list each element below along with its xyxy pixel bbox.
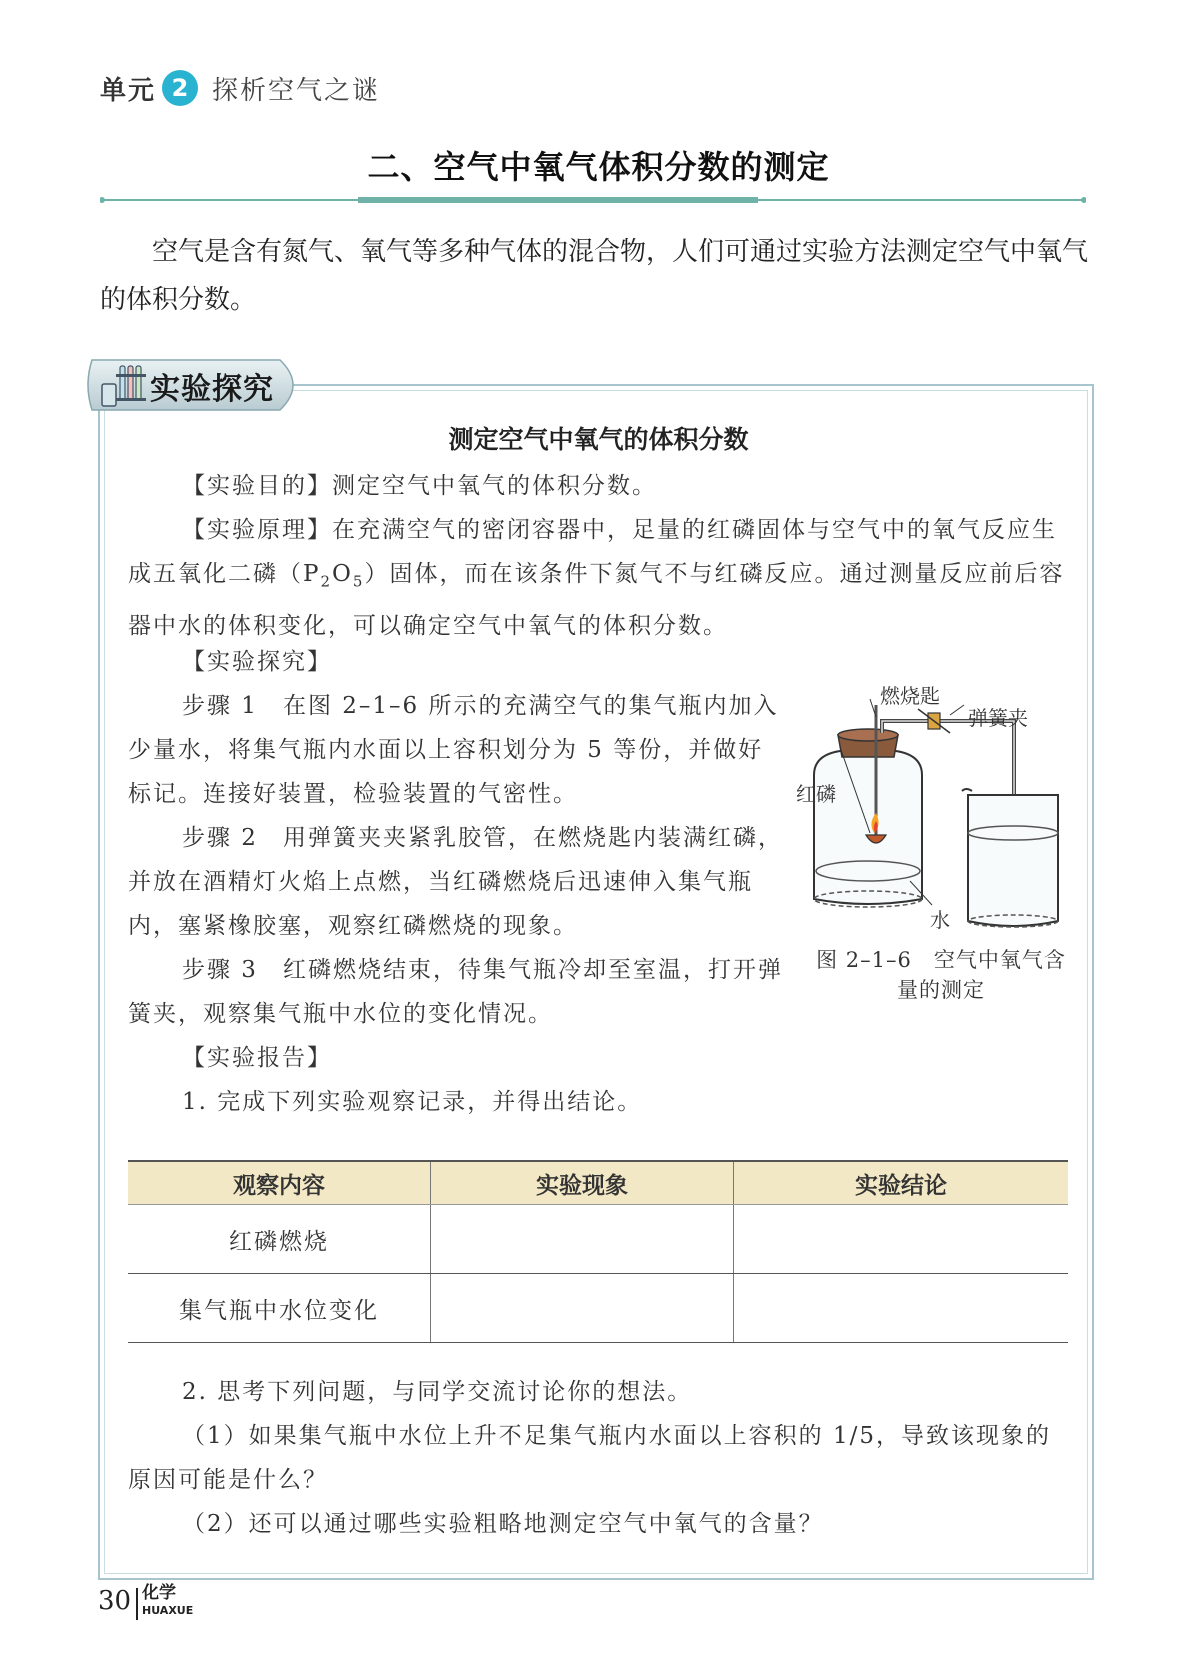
unit-word: 单元 bbox=[100, 75, 157, 106]
observation-table bbox=[128, 1160, 1068, 1343]
question-2: （2）还可以通过哪些实验粗略地测定空气中氧气的含量？ bbox=[182, 1511, 824, 1537]
principle-text-c: ）固体，而在该条件下氮气不与红磷反应。通过测量反应前后容器中水的体积变化，可以确定空气中氧气的体积分数。 bbox=[128, 561, 1065, 639]
question-1: （1）如果集气瓶中水位上升不足集气瓶内水面以上容积的 1/5，导致该现象的原因可能是什么？ bbox=[128, 1423, 1051, 1493]
principle-subscript-2: 5 bbox=[352, 572, 365, 591]
test-tube-rack-icon bbox=[96, 360, 148, 410]
principle-text-a: 【实验原理】在充满空气的密闭容器中，足量的红磷固体与空气中的氧气反应生成五氧化二磷（P bbox=[128, 517, 1057, 587]
principle-paragraph bbox=[128, 508, 1068, 648]
experiment-banner-label: 实验探究 bbox=[150, 372, 274, 407]
label-spoon: 燃烧匙 bbox=[880, 684, 940, 708]
table-cell-blank[interactable] bbox=[431, 1205, 734, 1274]
header-phenomenon: 实验现象 bbox=[431, 1161, 734, 1205]
purpose-paragraph: 【实验目的】测定空气中氧气的体积分数。 bbox=[182, 473, 657, 499]
label-water: 水 bbox=[930, 908, 950, 932]
header-conclusion: 实验结论 bbox=[734, 1161, 1069, 1205]
table-cell: 集气瓶中水位变化 bbox=[128, 1274, 431, 1343]
step-1: 步骤 1 在图 2–1–6 所示的充满空气的集气瓶内加入少量水，将集气瓶内水面以上容积划分为 5 等份，并做好标记。连接好装置，检验装置的气密性。 bbox=[128, 693, 779, 807]
experiment-title: 测定空气中氧气的体积分数 bbox=[448, 425, 749, 454]
report-item-1: 1. 完成下列实验观察记录，并得出结论。 bbox=[182, 1089, 643, 1115]
principle-subscript-1: 2 bbox=[320, 572, 333, 591]
table-cell-blank[interactable] bbox=[734, 1274, 1069, 1343]
principle-text-b: O bbox=[332, 561, 353, 587]
table-cell-blank[interactable] bbox=[431, 1274, 734, 1343]
footer-divider bbox=[136, 1588, 138, 1620]
table-row bbox=[128, 1205, 1068, 1274]
label-phosphorus: 红磷 bbox=[796, 782, 836, 806]
title-rule bbox=[100, 194, 1086, 206]
section-title: 二、空气中氧气体积分数的测定 bbox=[367, 148, 830, 186]
table-cell-blank[interactable] bbox=[734, 1205, 1069, 1274]
label-clamp: 弹簧夹 bbox=[968, 706, 1028, 730]
unit-header bbox=[100, 68, 380, 108]
step-2: 步骤 2 用弹簧夹夹紧乳胶管，在燃烧匙内装满红磷，并放在酒精灯火焰上点燃，当红磷燃烧后迅速伸入集气瓶内，塞紧橡胶塞，观察红磷燃烧的现象。 bbox=[128, 825, 783, 939]
table-header-row bbox=[128, 1161, 1068, 1205]
figure-caption-line-2: 量的测定 bbox=[897, 978, 985, 1002]
figure-caption-line-1: 图 2–1–6 空气中氧气含 bbox=[816, 948, 1066, 972]
report-heading: 【实验报告】 bbox=[182, 1045, 332, 1071]
table-cell: 红磷燃烧 bbox=[128, 1205, 431, 1274]
unit-title: 探析空气之谜 bbox=[212, 75, 381, 106]
footer-subject: 化学 bbox=[142, 1583, 176, 1603]
page-number: 30 bbox=[98, 1586, 132, 1616]
header-observation: 观察内容 bbox=[128, 1161, 431, 1205]
footer-pinyin: HUAXUE bbox=[142, 1604, 194, 1617]
table-row bbox=[128, 1274, 1068, 1343]
intro-paragraph: 空气是含有氮气、氧气等多种气体的混合物，人们可通过实验方法测定空气中氧气的体积分数。 bbox=[100, 237, 1089, 315]
unit-number-badge: 2 bbox=[162, 70, 198, 106]
report-item-2: 2. 思考下列问题，与同学交流讨论你的想法。 bbox=[182, 1379, 693, 1405]
explore-heading: 【实验探究】 bbox=[182, 649, 332, 675]
step-3: 步骤 3 红磷燃烧结束，待集气瓶冷却至室温，打开弹簧夹，观察集气瓶中水位的变化情况。 bbox=[128, 957, 783, 1027]
figure-caption bbox=[806, 945, 1076, 1005]
